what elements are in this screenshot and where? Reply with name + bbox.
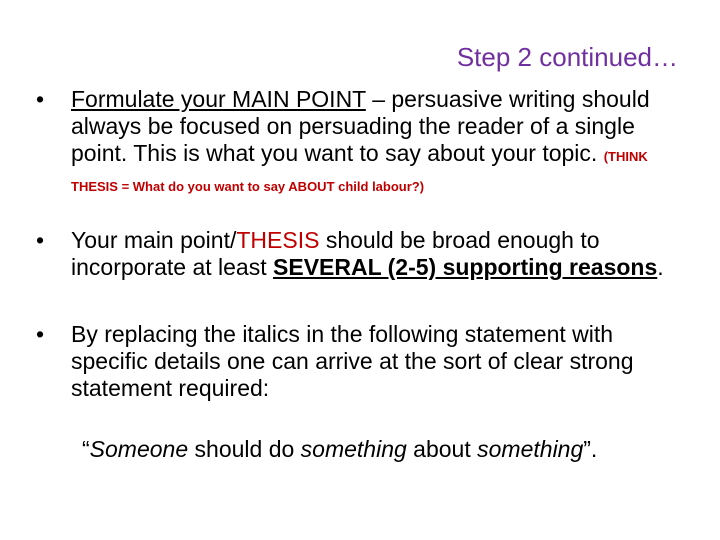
quote-should-do: should do — [188, 436, 301, 462]
slide-title: Step 2 continued… — [456, 42, 678, 72]
supporting-reasons-emphasis: SEVERAL (2-5) supporting reasons — [273, 254, 658, 280]
italics-instruction-text: By replacing the italics in the following statement with specific details one can arrive at the sort of clear strong statement required: — [71, 321, 634, 401]
main-point-text: – persuasive writing should always be focused on persuading the reader of a single point. This is what you want to say about your topic. — [71, 86, 650, 166]
quote-about: about — [406, 436, 478, 462]
bullet-icon: • — [35, 321, 45, 347]
quote-open: “ — [82, 436, 90, 462]
bullet-thesis-scope — [30, 227, 690, 281]
main-point-heading: Formulate your MAIN POINT — [71, 86, 366, 112]
bullet-italics-instruction — [30, 321, 690, 402]
thesis-word: THESIS — [236, 227, 320, 253]
thesis-scope-text-2: should be broad enough to incorporate at least — [71, 227, 600, 280]
bullet-icon: • — [35, 227, 45, 253]
thesis-scope-text-1: Your main point/ — [71, 227, 237, 253]
quote-someone: Someone — [89, 436, 189, 462]
thesis-scope-end: . — [657, 254, 664, 280]
bullet-icon: • — [35, 86, 45, 112]
thesis-note: (THINK THESIS = What do you want to say ABOUT child labour?) — [71, 149, 648, 194]
example-statement — [82, 436, 597, 463]
quote-close: ”. — [583, 436, 598, 462]
quote-something-2: something — [477, 436, 584, 462]
bullet-main-point — [30, 86, 690, 200]
quote-something-1: something — [300, 436, 407, 462]
